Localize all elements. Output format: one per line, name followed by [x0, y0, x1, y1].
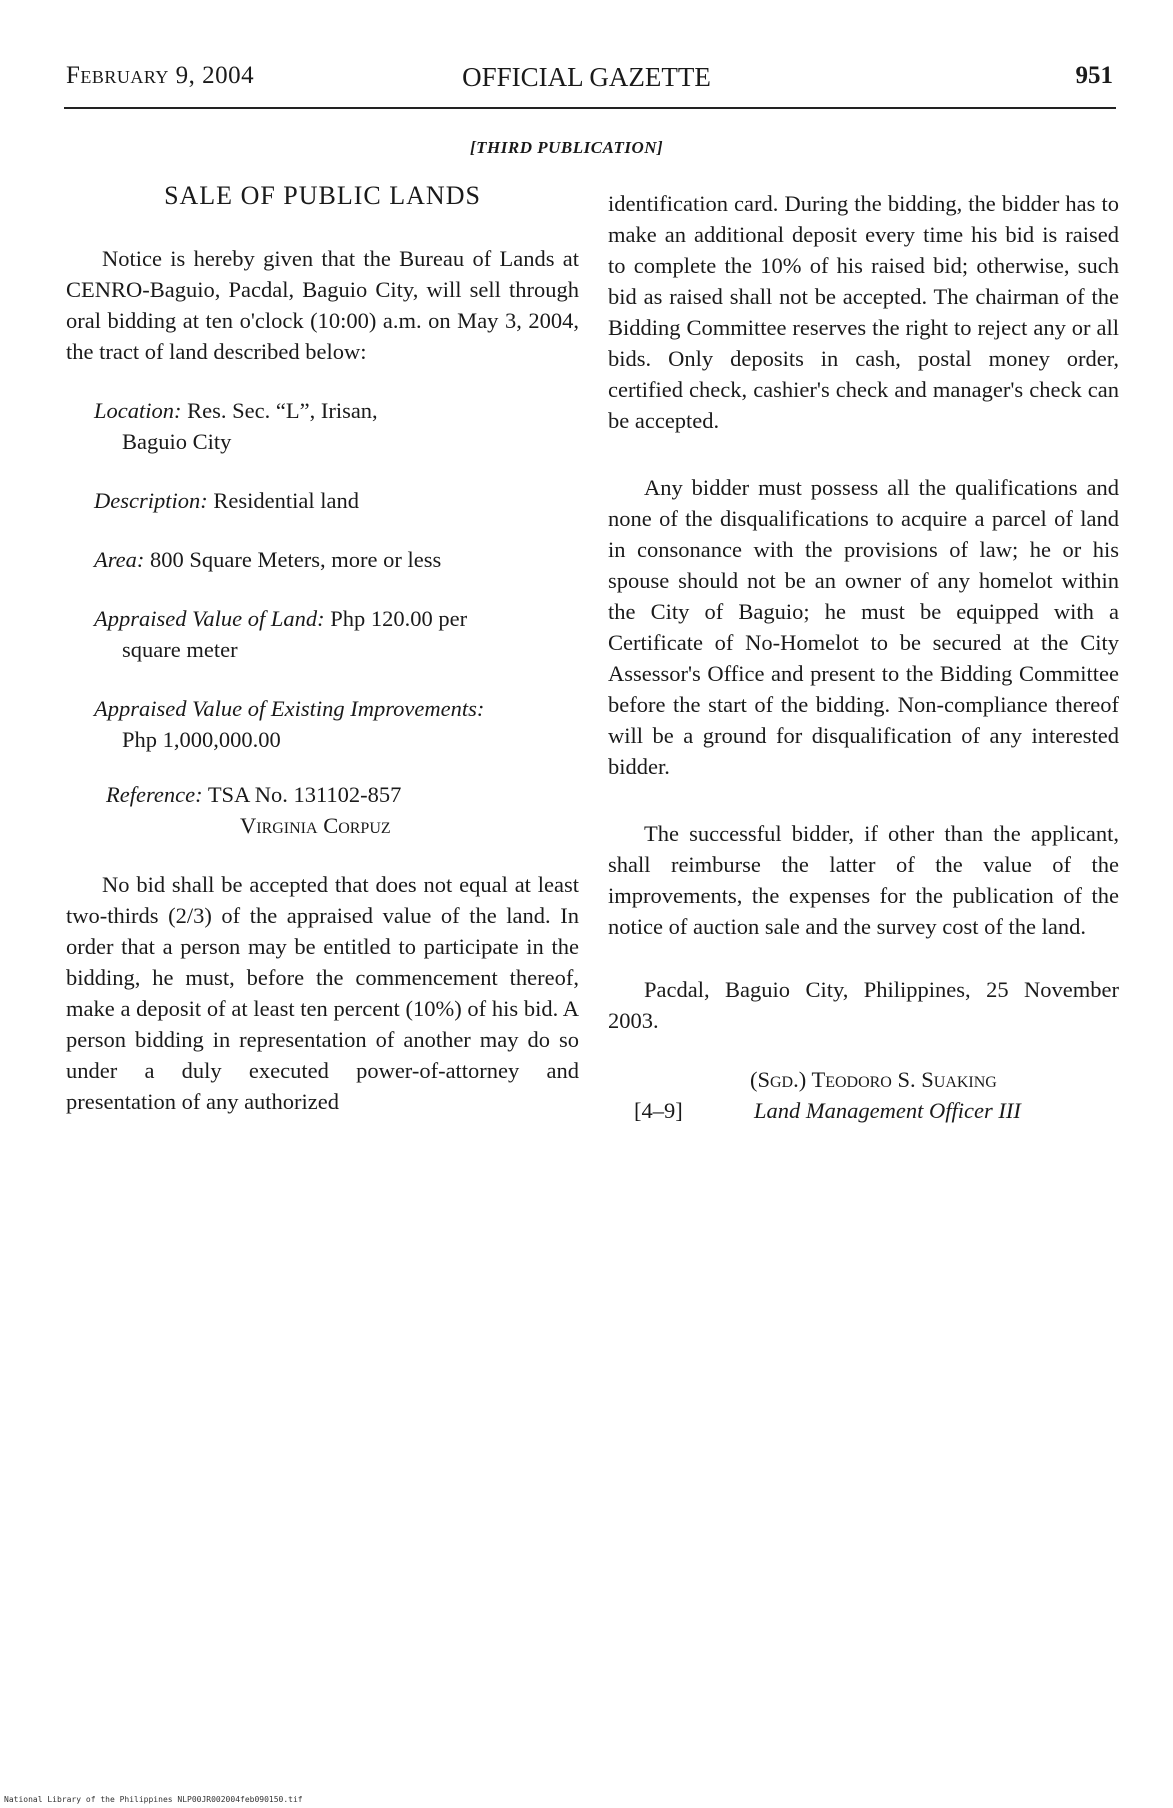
signature-position-row — [608, 1095, 1119, 1126]
location-value-1: Res. Sec. “L”, Irisan, — [187, 398, 378, 423]
signatory-position: Land Management Officer III — [754, 1098, 1021, 1123]
location-value-2: Baguio City — [122, 429, 232, 454]
header-date: February 9, 2004 — [66, 62, 255, 89]
right-column — [608, 188, 1119, 1126]
qualifications-paragraph: Any bidder must possess all the qualifications and none of the disqualifications to acquire a parcel of land in consonance with the provisions of law; he or his spouse should not be an owner of any homelot within the City of Baguio; he must be equipped with a Certificate of No-Homelot to be secured at the City Assessor's Office and present to the Bidding Committee before the start of the bidding. Non-compliance thereof will be a ground for disqualification of any interested bidder. — [608, 475, 1119, 779]
location-label: Location: — [94, 398, 182, 423]
bid-paragraph-left: No bid shall be accepted that does not equal at least two-thirds (2/3) of the appraised value of the land. In order that a person may be entitled to participate in the bidding, he must, before the commencement thereof, make a deposit of at least ten percent (10%) of his bid. A person bidding in representation of another may do so under a duly executed power-of-attorney and presentation of any authorized — [66, 872, 579, 1114]
appraised-improvements-value: Php 1,000,000.00 — [122, 727, 281, 752]
location-entry — [66, 395, 579, 457]
reimburse-paragraph: The successful bidder, if other than the applicant, shall reimburse the latter of the value of the improvements, the expenses for the publication of the notice of auction sale and the survey cost of the land. — [608, 821, 1119, 939]
area-entry — [66, 544, 579, 575]
signatory: (Sgd.) Teodoro S. Suaking — [750, 1067, 997, 1092]
area-value: 800 Square Meters, more or less — [150, 547, 442, 572]
appraised-land-label: Appraised Value of Land: — [94, 606, 325, 631]
notice-title: SALE OF PUBLIC LANDS — [164, 181, 481, 210]
reference-value: TSA No. 131102-857 — [207, 782, 402, 807]
gazette-title: OFFICIAL GAZETTE — [462, 62, 711, 92]
page-number: 951 — [1075, 62, 1113, 89]
header-rule — [64, 107, 1116, 109]
description-label: Description: — [94, 488, 208, 513]
reference-label: Reference: — [106, 782, 203, 807]
reference-name: Virginia Corpuz — [240, 813, 391, 838]
bid-paragraph-right: identification card. During the bidding, the bidder has to make an additional deposit every time his bid is raised to complete the 10% of his raised bid; otherwise, such bid as raised shall not be accepted. The chairman of the Bidding Committee reserves the right to reject any or all bids. Only deposits in cash, postal money order, certified check, cashier's check and manager's check can be accepted. — [608, 191, 1119, 433]
reference-entry — [66, 779, 579, 841]
place-date: Pacdal, Baguio City, Philippines, 25 November 2003. — [608, 977, 1119, 1033]
issue-range: [4–9] — [634, 1098, 683, 1123]
appraised-improvements-entry — [66, 693, 579, 755]
appraised-land-value-1: Php 120.00 per — [330, 606, 468, 631]
description-value: Residential land — [213, 488, 359, 513]
appraised-land-value-2: square meter — [122, 637, 238, 662]
publication-tag: [THIRD PUBLICATION] — [470, 138, 664, 157]
appraised-improvements-label: Appraised Value of Existing Improvements: — [94, 696, 485, 721]
intro-paragraph: Notice is hereby given that the Bureau of Lands at CENRO-Baguio, Pacdal, Baguio City, will sell through oral bidding at ten o'clock (10:00) a.m. on May 3, 2004, the tract of land described below: — [66, 246, 579, 364]
area-label: Area: — [94, 547, 145, 572]
scan-footer: National Library of the Philippines NLP00JR002004feb090150.tif — [4, 1795, 303, 1804]
signature-line — [608, 1064, 1119, 1095]
description-entry — [66, 485, 579, 516]
left-column — [66, 180, 579, 1117]
appraised-land-entry — [66, 603, 579, 665]
